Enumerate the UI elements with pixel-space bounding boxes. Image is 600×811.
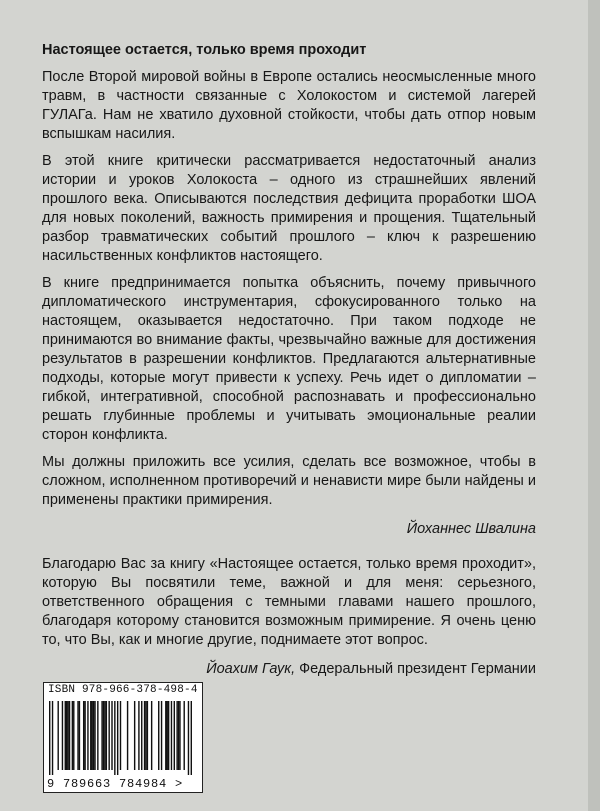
barcode-bar [145,701,146,770]
barcode-bar [141,701,142,770]
barcode-bar [83,701,84,770]
barcode-bar [151,701,152,770]
barcode-bar [87,701,88,770]
barcode-bar [168,701,169,770]
barcode-bar [104,701,105,770]
barcode-bar [73,701,74,770]
barcode-bar [72,701,73,770]
barcode-bar [91,701,92,770]
barcode-bar [158,701,159,770]
barcode-bar [94,701,95,770]
barcode-bar [167,701,168,770]
barcode-bar [138,701,139,770]
barcode-digits: 9 789663 784984 > [47,777,184,791]
barcode-bar [111,701,112,770]
barcode-image [49,701,192,775]
barcode-bar [62,701,63,770]
barcode-bar [67,701,68,770]
barcode-bar [120,701,121,770]
barcode-bar [176,701,177,770]
barcode-bar [174,701,175,770]
book-title: Настоящее остается, только время проходит [42,42,367,58]
barcode-bar [93,701,94,770]
barcode-bar [188,701,189,775]
barcode-bar [84,701,85,770]
quote-author-name: Йоахим Гаук, [206,661,296,677]
isbn-label: ISBN 978-966-378-498-4 [48,684,198,696]
barcode-bar [97,701,98,770]
barcode-bar [65,701,66,770]
barcode-bar [69,701,70,770]
summary-paragraph-1: После Второй мировой войны в Европе остались неосмысленные много травм, в частности связанные с Холокостом и системой лагерей ГУЛАГа. Нам не хватило духовной стойкости, чтобы дать отпор новым вспышкам насилия. [42,69,536,142]
barcode-bar [144,701,145,770]
barcode-bar [134,701,135,770]
endorsement-attribution [42,660,536,679]
barcode-bar [49,701,50,775]
isbn-barcode-box [43,682,203,793]
barcode-bar [191,701,192,775]
barcode-bar [52,701,53,775]
barcode-bar [66,701,67,770]
barcode-bar [108,701,109,770]
barcode-bar [171,701,172,770]
barcode-bar [147,701,148,770]
barcode-bar [178,701,179,770]
barcode-bar [79,701,80,770]
barcode-bar [101,701,102,770]
author-signature: Йоханнес Швалина [406,521,536,537]
cover-text-block [42,41,536,679]
barcode-bar [106,701,107,770]
barcode-bar [127,701,128,770]
barcode-bar [103,701,104,770]
quote-author-title: Федеральный президент Германии [295,661,536,677]
summary-paragraph-3: В книге предпринимается попытка объяснить, почему привычного дипломатического инструментария, сфокусированного только на настоящем, оказывается недостаточно. При таком подходе не принимаются во внимание факты, чрезвычайно важные для достижения результатов в разрешении конфликтов. Предлагаются альтернативные подходы, которые могут привести к успеху. Речь идет о дипломатии – гибкой, интегративной, способной распознавать и профессионально решать глубинные проблемы и учитывать эмоциональные реалии сторон конфликта. [42,275,536,443]
barcode-bar [161,701,162,770]
summary-paragraph-4: Мы должны приложить все усилия, сделать все возможное, чтобы в сложном, исполненном противоречий и ненависти мире были найдены и применены практики примирения. [42,454,536,508]
barcode-bar [90,701,91,770]
barcode-bar [179,701,180,770]
endorsement-quote: Благодарю Вас за книгу «Настоящее остается, только время проходит», которую Вы посвятили теме, важной и для меня: серьезного, ответственного обращения с темными главами нашего прошлого, благодаря которому становится возможным примирение. Я очень ценю то, что Вы, как и многие другие, поднимаете этот вопрос. [42,556,536,648]
barcode-bar [77,701,78,770]
summary-paragraph-2: В этой книге критически рассматривается недостаточный анализ истории и уроков Холокоста – одного из страшнейших явлений прошлого века. Описываются последствия дефицита проработки ШОА для новых поколений, важность примирения и прощения. Тщательный разбор травматических событий прошлого – ключ к разрешению насильственных конфликтов настоящего. [42,153,536,264]
barcode-bar [184,701,185,770]
barcode-bar [165,701,166,770]
barcode-bar [114,701,115,775]
barcode-bar [57,701,58,770]
barcode-bar [117,701,118,775]
